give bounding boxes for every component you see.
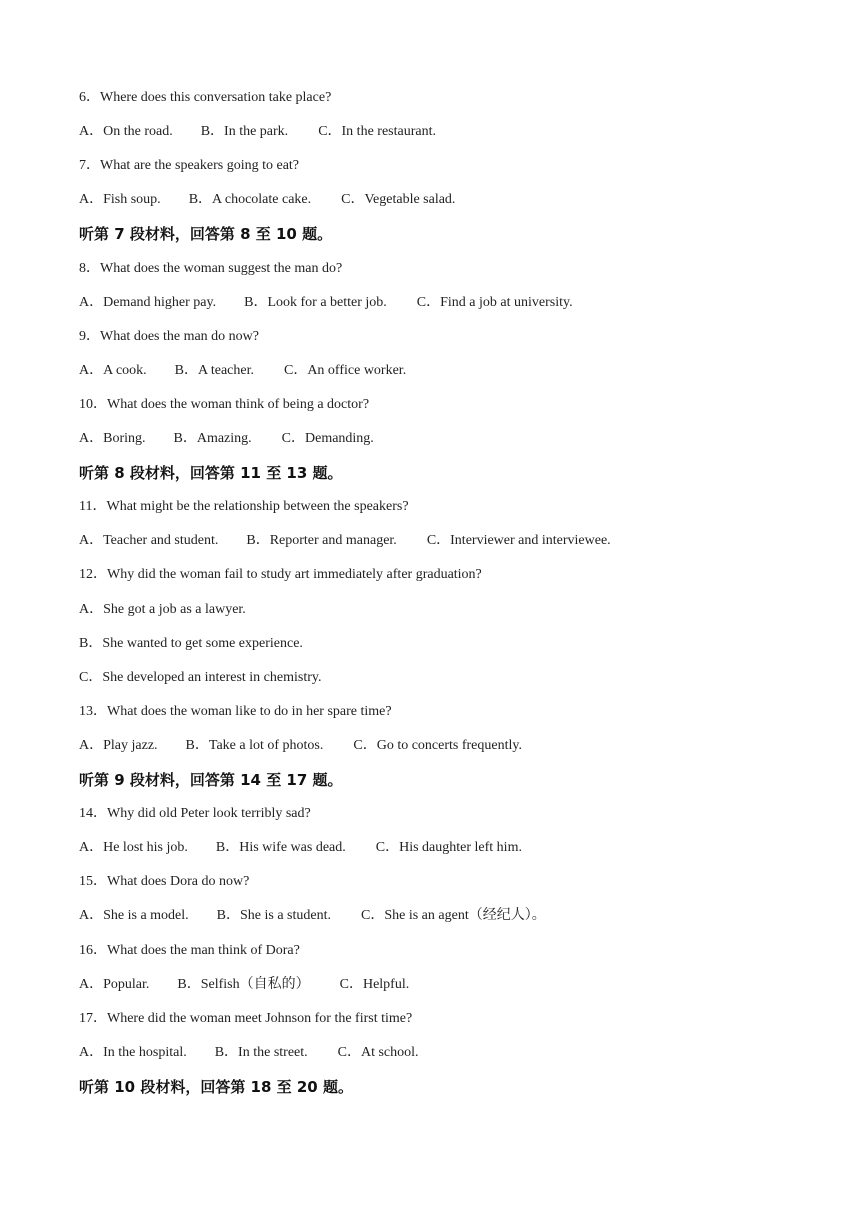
answer-option: B．A teacher.	[174, 363, 254, 378]
question-text: What does the man do now?	[100, 329, 260, 344]
answer-options-row	[79, 294, 573, 312]
question-text: What does the woman like to do in her spare time?	[107, 704, 392, 719]
question-number: 17．	[79, 1011, 107, 1026]
answer-option: A．Fish soup.	[79, 192, 161, 207]
answer-option: B．In the park.	[200, 124, 289, 139]
question	[79, 566, 482, 584]
answer-options-row	[79, 1044, 419, 1062]
answer-option: C．In the restaurant.	[318, 124, 436, 139]
answer-option: A．In the hospital.	[79, 1045, 187, 1060]
answer-option: C．Vegetable salad.	[341, 192, 456, 207]
answer-options-row	[79, 737, 522, 755]
question-text: Where did the woman meet Johnson for the first time?	[107, 1011, 413, 1026]
answer-option: B．His wife was dead.	[215, 840, 346, 855]
question	[79, 805, 311, 823]
answer-option: A．Play jazz.	[79, 738, 158, 753]
answer-options-row	[79, 907, 546, 925]
question-number: 7．	[79, 158, 100, 173]
answer-option: B．She is a student.	[216, 908, 331, 923]
answer-option: A．Popular.	[79, 977, 150, 992]
question-number: 12．	[79, 567, 107, 582]
question-text: What does the man think of Dora?	[107, 943, 300, 958]
answer-options-row	[79, 976, 409, 994]
answer-options-row	[79, 532, 611, 550]
answer-options-row	[79, 430, 374, 448]
answer-options-row	[79, 362, 406, 380]
answer-options-row	[79, 839, 522, 857]
answer-option: A．She is a model.	[79, 908, 189, 923]
question	[79, 942, 300, 960]
answer-option: B．Take a lot of photos.	[185, 738, 324, 753]
question	[79, 260, 342, 278]
answer-option: C．His daughter left him.	[375, 840, 522, 855]
answer-option: A．A cook.	[79, 363, 147, 378]
answer-option: B．In the street.	[214, 1045, 308, 1060]
answer-option: B．A chocolate cake.	[188, 192, 312, 207]
answer-option: C．Find a job at university.	[416, 295, 573, 310]
question	[79, 703, 392, 721]
question-text: What does the woman suggest the man do?	[100, 261, 343, 276]
question	[79, 157, 299, 175]
question-number: 13．	[79, 704, 107, 719]
question-text: Why did old Peter look terribly sad?	[107, 806, 311, 821]
answer-option: C．At school.	[337, 1045, 419, 1060]
section-heading: 听第 7 段材料，回答第 8 至 10 题。	[79, 225, 333, 243]
answer-option: A．Teacher and student.	[79, 533, 219, 548]
answer-option: B．Reporter and manager.	[246, 533, 397, 548]
answer-option: C．Interviewer and interviewee.	[426, 533, 611, 548]
question-text: What might be the relationship between the speakers?	[106, 499, 409, 514]
question-number: 14．	[79, 806, 107, 821]
answer-option: C．Demanding.	[281, 431, 374, 446]
answer-option: A．He lost his job.	[79, 840, 188, 855]
question-number: 6．	[79, 90, 100, 105]
answer-option: C．Go to concerts frequently.	[353, 738, 522, 753]
answer-option: C．She is an agent（经纪人）。	[361, 908, 546, 923]
question-text: What does the woman think of being a doctor?	[107, 397, 370, 412]
question-text: What are the speakers going to eat?	[100, 158, 300, 173]
section-heading: 听第 9 段材料，回答第 14 至 17 题。	[79, 771, 343, 789]
question	[79, 328, 259, 346]
question-text: What does Dora do now?	[107, 874, 250, 889]
answer-option: C．An office worker.	[283, 363, 407, 378]
answer-option: B．Look for a better job.	[244, 295, 387, 310]
question-text: Why did the woman fail to study art immediately after graduation?	[107, 567, 482, 582]
answer-option: A．Demand higher pay.	[79, 295, 217, 310]
question-number: 16．	[79, 943, 107, 958]
question	[79, 89, 331, 107]
answer-option: B．She wanted to get some experience.	[79, 636, 303, 651]
answer-option: A．On the road.	[79, 124, 173, 139]
answer-options-row	[79, 191, 455, 209]
question-number: 9．	[79, 329, 100, 344]
answer-options-row	[79, 123, 436, 141]
answer-option: C．Helpful.	[339, 977, 410, 992]
section-heading: 听第 8 段材料，回答第 11 至 13 题。	[79, 464, 343, 482]
answer-option: A．She got a job as a lawyer.	[79, 602, 246, 617]
answer-option: B．Amazing.	[173, 431, 252, 446]
answer-option: C．She developed an interest in chemistry.	[79, 670, 322, 685]
question-number: 11．	[79, 499, 107, 514]
question-text: Where does this conversation take place?	[100, 90, 332, 105]
answer-option: B．Selfish（自私的）	[177, 977, 310, 992]
question	[79, 498, 409, 516]
question-number: 15．	[79, 874, 107, 889]
question-number: 8．	[79, 261, 100, 276]
question-number: 10．	[79, 397, 107, 412]
section-heading: 听第 10 段材料，回答第 18 至 20 题。	[79, 1078, 353, 1096]
answer-option: A．Boring.	[79, 431, 146, 446]
question	[79, 873, 249, 891]
question	[79, 396, 369, 414]
question	[79, 1010, 412, 1028]
